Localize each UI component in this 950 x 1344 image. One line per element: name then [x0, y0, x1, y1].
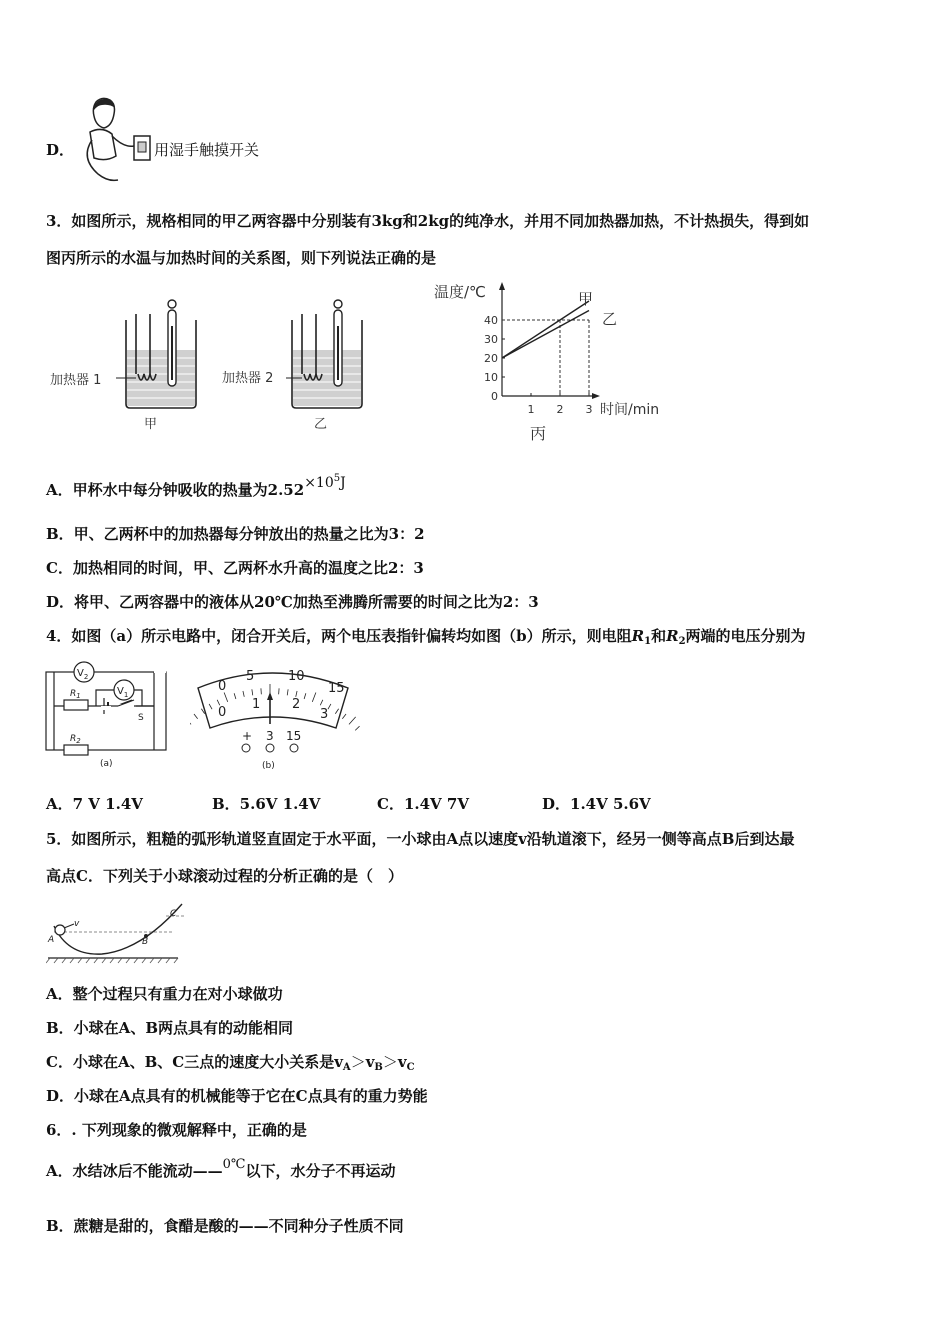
- q3-option-a-text: A．甲杯水中每分钟吸收的热量为2.52: [46, 481, 305, 499]
- series-yi-label: 乙: [602, 310, 618, 328]
- circuit-caption: (a): [100, 759, 113, 769]
- greater-than-1: ＞: [350, 1053, 366, 1071]
- q5-option-c-text: C．小球在A、B、C三点的速度大小关系是: [46, 1053, 335, 1071]
- beaker-yi-caption: 乙: [314, 417, 328, 432]
- q4-stem: [46, 626, 806, 652]
- terminal-3-knob: [266, 744, 274, 752]
- x-axis-label: 时间/min: [600, 402, 660, 418]
- circuit-r2-text: R: [70, 734, 77, 744]
- graph-caption: 丙: [530, 424, 547, 443]
- q6-option-a: [46, 1157, 396, 1183]
- q5-option-b: B．小球在A、B两点具有的动能相同: [46, 1019, 293, 1037]
- q4-option-d: D．1.4V 5.6V: [542, 795, 651, 813]
- y-tick-label: 40: [484, 314, 498, 327]
- q6-option-a-post: 以下，水分子不再运动: [245, 1162, 396, 1180]
- q5-option-c: [46, 1052, 415, 1078]
- q3-option-c: C．加热相同的时间，甲、乙两杯水升高的温度之比2：3: [46, 559, 424, 577]
- dial-tick: [349, 717, 356, 724]
- q4-option-c: C．1.4V 7V: [377, 795, 469, 813]
- dial-top-15: 15: [328, 681, 345, 696]
- beaker-yi-figure: [218, 296, 378, 436]
- svg-text:R2: [70, 734, 81, 745]
- temperature-time-graph: [430, 280, 680, 445]
- arc-track-figure: [46, 896, 188, 966]
- v-c: v: [397, 1053, 407, 1071]
- y-tick-label: 30: [484, 333, 498, 346]
- r1-symbol: R: [631, 627, 645, 645]
- q3-stem-line1: 3．如图所示，规格相同的甲乙两容器中分别装有3kg和2kg的纯净水，并用不同加热器加热，不计热损失，得到如: [46, 212, 810, 230]
- q5-option-a: A．整个过程只有重力在对小球做功: [46, 985, 283, 1003]
- sub-b: B: [374, 1062, 383, 1073]
- resistor-r1-icon: [64, 700, 88, 710]
- heater-1-label: 加热器 1: [50, 373, 102, 388]
- voltmeter-dial-b: [190, 662, 360, 774]
- terminal-plus: +: [242, 729, 253, 743]
- q6-option-b: B．蔗糖是甜的，食醋是酸的——不同种分子性质不同: [46, 1217, 404, 1235]
- heater-2-label: 加热器 2: [222, 371, 274, 386]
- beaker-jia-caption: 甲: [144, 417, 158, 432]
- series-line-jia: [502, 301, 589, 358]
- terminal-3: 3: [266, 729, 274, 743]
- dial-bottom-0: 0: [218, 705, 227, 720]
- x-tick-label: 3: [585, 403, 593, 416]
- q4-option-b: B．5.6V 1.4V: [212, 795, 321, 813]
- q4-stem-pre: 4．如图（a）所示电路中，闭合开关后，两个电压表指针偏转均如图（b）所示，则电阻: [46, 627, 632, 645]
- circuit-r1-sub: 1: [76, 692, 81, 700]
- q5-option-d: D．小球在A点具有的机械能等于它在C点具有的重力势能: [46, 1087, 428, 1105]
- q3-option-a: [46, 473, 346, 501]
- ball-icon: [55, 925, 65, 935]
- q3-stem-line2: 图丙所示的水温与加热时间的关系图，则下列说法正确的是: [46, 249, 437, 267]
- q3-option-d: D．将甲、乙两容器中的液体从20℃加热至沸腾所需要的时间之比为2：3: [46, 593, 539, 611]
- q6-stem: 6．. 下列现象的微观解释中，正确的是: [46, 1121, 307, 1139]
- and-word: 和: [651, 627, 667, 645]
- q5-stem-line2: 高点C．下列关于小球滚动过程的分析正确的是（ ）: [46, 867, 403, 885]
- circuit-r1-text: R: [70, 689, 77, 699]
- v-a: v: [334, 1053, 343, 1071]
- dial-bottom-1: 1: [252, 697, 261, 712]
- dial-tick: [355, 726, 359, 730]
- resistor-r2-icon: [64, 745, 88, 755]
- v-b: v: [365, 1053, 375, 1071]
- unit-j: J: [340, 475, 346, 491]
- series-jia-label: 甲: [578, 290, 594, 308]
- greater-than-2: ＞: [382, 1053, 398, 1071]
- circuit-r2-sub: 2: [76, 737, 81, 745]
- circuit-diagram-a: [44, 660, 174, 772]
- x-tick-label: 2: [556, 403, 564, 416]
- r1-subscript: 1: [644, 636, 652, 647]
- sub-a: A: [342, 1062, 351, 1073]
- option-d-label: D．: [46, 141, 75, 159]
- v1-sub: 1: [123, 691, 129, 699]
- velocity-label: v: [74, 919, 80, 929]
- q6-temp: 0℃: [222, 1157, 246, 1172]
- v1-text: V: [117, 686, 124, 697]
- series-line-yi: [502, 311, 589, 359]
- q4-option-a: A．7 V 1.4V: [46, 795, 143, 813]
- terminal-15: 15: [286, 729, 302, 743]
- q5-stem-line1: 5．如图所示，粗糙的弧形轨道竖直固定于水平面，一小球由A点以速度v沿轨道滚下，经另一侧等高点B后到达最: [46, 830, 795, 848]
- terminal-plus-knob: [242, 744, 250, 752]
- option-d-text: 用湿手触摸开关: [154, 141, 260, 159]
- dial-tick: [190, 717, 191, 724]
- v2-text: V: [77, 668, 84, 679]
- dial-bottom-2: 2: [292, 697, 301, 712]
- point-c-label: C: [170, 909, 177, 919]
- wet-hand-switch-illustration: [72, 96, 154, 192]
- q3-option-b: B．甲、乙两杯中的加热器每分钟放出的热量之比为3：2: [46, 525, 425, 543]
- r2-subscript: 2: [678, 636, 686, 647]
- q3-option-a-times: [304, 475, 346, 491]
- arc-track: [54, 904, 182, 954]
- r2-symbol: R: [666, 627, 679, 645]
- dial-top-10: 10: [288, 669, 305, 684]
- y-axis-label: 温度/℃: [434, 283, 486, 301]
- switch-label: S: [138, 713, 144, 723]
- y-tick-label: 20: [484, 352, 498, 365]
- beaker-jia-figure: [46, 296, 206, 436]
- v2-sub: 2: [83, 673, 89, 681]
- dial-top-5: 5: [246, 669, 255, 684]
- dial-tick: [342, 714, 346, 719]
- svg-text:R1: [70, 689, 81, 700]
- dial-top-0: 0: [218, 679, 227, 694]
- x-tick-label: 1: [527, 403, 535, 416]
- exponent: 5: [333, 473, 341, 484]
- q6-option-a-pre: A．水结冰后不能流动——: [46, 1162, 223, 1180]
- point-b-label: B: [142, 937, 149, 947]
- q2-option-d: [46, 140, 74, 160]
- y-tick-label: 10: [484, 371, 498, 384]
- dial-tick: [194, 714, 198, 719]
- q4-stem-post: 两端的电压分别为: [685, 627, 806, 645]
- meter-caption: (b): [262, 761, 275, 771]
- times-ten: ×10: [304, 475, 334, 491]
- point-a-label: A: [48, 935, 55, 945]
- terminal-15-knob: [290, 744, 298, 752]
- dial-bottom-3: 3: [320, 707, 329, 722]
- sub-c: C: [406, 1062, 415, 1073]
- y-tick-label: 0: [491, 390, 498, 403]
